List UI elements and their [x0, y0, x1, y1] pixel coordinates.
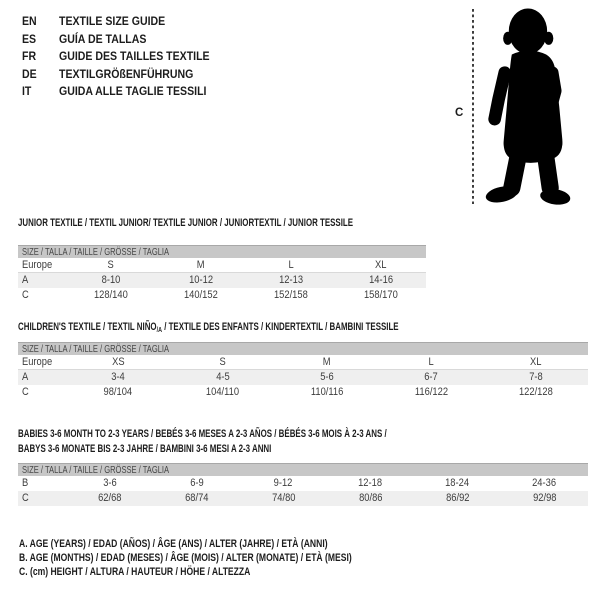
- table-cell: 4-5: [215, 371, 230, 383]
- size-column: S: [219, 356, 226, 368]
- row-label: A: [22, 274, 29, 286]
- language-list: [22, 13, 230, 101]
- size-header-bar: SIZE / TALLA / TAILLE / GRÖSSE / TAGLIA: [18, 463, 588, 476]
- language-title: GUÍA DE TALLAS: [59, 31, 147, 46]
- table-cell: 7-8: [529, 371, 543, 383]
- footnote-c: C. (cm) HEIGHT / ALTURA / HAUTEUR / HÖHE / ALTEZZA: [19, 565, 251, 578]
- table-cell: 140/152: [184, 289, 218, 301]
- footnotes: [19, 538, 446, 580]
- language-row-en: [22, 13, 230, 31]
- babies-row-months: [18, 476, 588, 491]
- language-code: EN: [22, 14, 37, 28]
- table-cell: 80/86: [358, 492, 383, 504]
- children-section-title: CHILDREN'S TEXTILE / TEXTIL NIÑO/A / TEXTILE DES ENFANTS / KINDERTEXTIL / BAMBINI TESSILE: [18, 321, 399, 334]
- row-label: C: [22, 386, 29, 398]
- table-cell: 6-7: [424, 371, 439, 383]
- table-cell: 62/68: [97, 492, 122, 504]
- table-cell: 110/116: [310, 386, 344, 398]
- table-cell: 6-9: [189, 477, 204, 489]
- footnote-a: A. AGE (YEARS) / EDAD (AÑOS) / ÂGE (ANS) / ALTER (JAHRE) / ETÀ (ANNI): [19, 538, 328, 550]
- language-row-de: [22, 66, 230, 84]
- title-subscript: /A: [156, 325, 162, 334]
- language-title: GUIDA ALLE TAGLIE TESSILI: [59, 84, 207, 99]
- baby-silhouette-image: [484, 6, 578, 208]
- size-column: S: [107, 259, 115, 271]
- table-cell: 86/92: [445, 492, 470, 504]
- language-code: ES: [22, 31, 37, 46]
- junior-section-title: JUNIOR TEXTILE / TEXTIL JUNIOR/ TEXTILE JUNIOR / JUNIORTEXTIL / JUNIOR TESSILE: [18, 217, 354, 229]
- children-row-height: [18, 385, 588, 400]
- height-measure-line: [471, 8, 475, 205]
- row-label: C: [22, 289, 29, 301]
- table-cell: 14-16: [369, 274, 393, 286]
- junior-row-height: [18, 288, 426, 303]
- size-header-bar: SIZE / TALLA / TAILLE / GRÖSSE / TAGLIA: [18, 342, 588, 355]
- language-code: DE: [22, 66, 37, 81]
- height-measure-label: C: [455, 107, 464, 119]
- size-header-bar: SIZE / TALLA / TAILLE / GRÖSSE / TAGLIA: [18, 245, 426, 258]
- table-cell: 12-13: [279, 274, 303, 286]
- language-title: TEXTILE SIZE GUIDE: [59, 14, 166, 28]
- children-row-age: [18, 370, 588, 385]
- babies-section-title: BABIES 3-6 MONTH TO 2-3 YEARS / BEBÉS 3-6 MESES A 2-3 AÑOS / BÉBÉS 3-6 MOIS À 2-3 ANS / BABYS 3-6 MONATE BIS 2-3 JAHRE / BAMBINI 3-6 MESI A 2-3 ANNI: [18, 428, 387, 455]
- baby-leg-left: [512, 152, 519, 187]
- size-column: L: [288, 259, 294, 271]
- size-column: XL: [375, 259, 387, 271]
- language-row-es: [22, 31, 230, 49]
- row-label: B: [22, 477, 29, 489]
- language-row-it: [22, 83, 230, 101]
- children-column-header-row: [18, 355, 588, 370]
- table-cell: 104/110: [206, 386, 240, 398]
- babies-row-height: [18, 491, 588, 506]
- table-cell: 18-24: [445, 477, 470, 489]
- baby-silhouette: [484, 9, 571, 207]
- children-size-table: [18, 342, 588, 400]
- junior-row-age: [18, 273, 426, 288]
- row-label: A: [22, 371, 29, 383]
- table-cell: 98/104: [103, 386, 133, 398]
- size-column: XL: [530, 356, 542, 368]
- table-cell: 122/128: [518, 386, 553, 398]
- table-cell: 152/158: [274, 289, 308, 301]
- language-row-fr: [22, 48, 230, 66]
- table-cell: 158/170: [364, 289, 398, 301]
- table-cell: 3-4: [111, 371, 125, 383]
- junior-size-table: [18, 245, 426, 303]
- size-column: L: [428, 356, 435, 368]
- table-cell: 128/140: [94, 289, 128, 301]
- size-column: XS: [111, 356, 125, 368]
- row-label: C: [22, 492, 29, 504]
- table-cell: 12-18: [358, 477, 383, 489]
- babies-size-table: [18, 463, 588, 506]
- table-cell: 9-12: [274, 477, 293, 489]
- junior-column-header-row: [18, 258, 426, 273]
- baby-head: [509, 9, 547, 54]
- region-label: Europe: [22, 259, 53, 271]
- table-cell: 10-12: [189, 274, 213, 286]
- table-cell: 68/74: [184, 492, 209, 504]
- table-cell: 3-6: [102, 477, 117, 489]
- language-title: GUIDE DES TAILLES TEXTILE: [59, 49, 210, 64]
- baby-arm-left: [495, 73, 505, 119]
- footnote-b: B. AGE (MONTHS) / EDAD (MESES) / ÂGE (MOIS) / ALTER (MONATE) / ETÀ (MESI): [19, 551, 352, 564]
- table-cell: 5-6: [320, 371, 334, 383]
- baby-arm-right: [552, 73, 555, 102]
- region-label: Europe: [22, 356, 53, 368]
- baby-leg-right: [545, 152, 550, 187]
- table-cell: 24-36: [532, 477, 557, 489]
- table-cell: 116/122: [414, 386, 448, 398]
- language-code: FR: [22, 49, 37, 64]
- table-cell: 8-10: [101, 274, 121, 286]
- table-cell: 92/98: [532, 492, 557, 504]
- language-code: IT: [22, 84, 32, 99]
- table-cell: 74/80: [271, 492, 296, 504]
- size-column: M: [323, 356, 331, 368]
- language-title: TEXTILGRÖßENFÜHRUNG: [59, 66, 194, 81]
- size-column: M: [197, 259, 205, 271]
